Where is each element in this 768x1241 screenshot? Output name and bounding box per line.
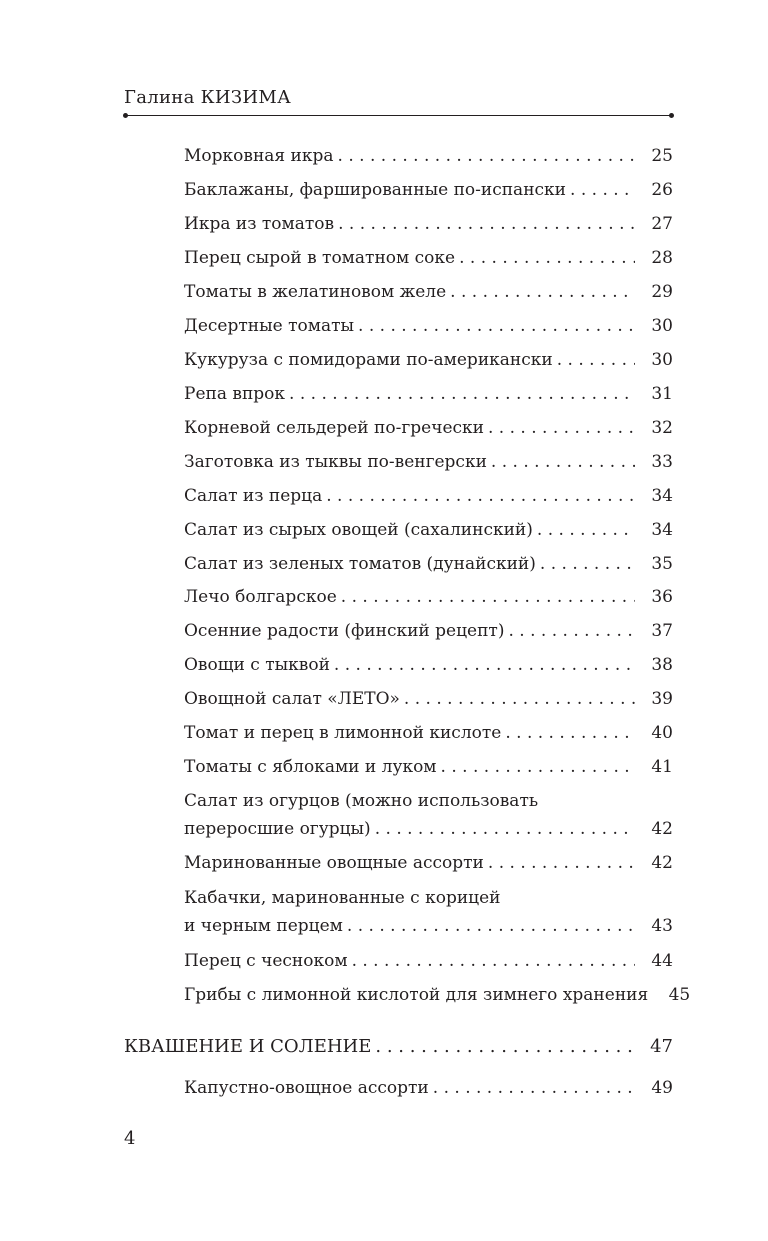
toc-entry [184, 244, 673, 272]
dot-leader [338, 142, 635, 170]
toc-entry-page: 36 [651, 587, 673, 607]
toc-entry [184, 176, 673, 204]
dot-leader [508, 617, 635, 645]
toc-entry-multiline [184, 787, 673, 843]
toc-entry-page: 30 [651, 350, 673, 370]
toc-entry [184, 550, 673, 578]
toc-entry [184, 849, 673, 877]
toc-entry [184, 210, 673, 238]
toc-entry [184, 753, 673, 781]
toc-entry-page: 25 [651, 146, 673, 166]
toc-entry [184, 719, 673, 747]
toc-entry-title: Корневой сельдерей по-гречески [184, 418, 484, 438]
toc-entry-page: 39 [651, 689, 673, 709]
dot-leader [358, 312, 635, 340]
toc-entry-page: 26 [651, 180, 673, 200]
toc-entry-title: Томаты в желатиновом желе [184, 282, 447, 302]
toc-entry-title: и черным перцем [184, 916, 343, 936]
toc-entry-title: Овощной салат «ЛЕТО» [184, 689, 400, 709]
toc-entry [184, 583, 673, 611]
toc-entry [184, 380, 673, 408]
dot-leader [404, 685, 635, 713]
toc-entry-page: 32 [651, 418, 673, 438]
toc-entry-page: 37 [651, 621, 673, 641]
toc-entry [184, 142, 673, 170]
toc-entry-page: 31 [651, 384, 673, 404]
dot-leader [505, 719, 635, 747]
dot-leader [347, 912, 635, 940]
toc-entry-page: 40 [651, 723, 673, 743]
toc-entry-page: 49 [651, 1078, 673, 1098]
dot-leader [375, 1033, 635, 1061]
toc-section-heading [124, 1033, 673, 1061]
toc-entry-title: Икра из томатов [184, 214, 335, 234]
toc-entry [184, 651, 673, 679]
dot-leader [540, 550, 635, 578]
toc-entry-title: Овощи с тыквой [184, 655, 330, 675]
toc-entry-title: Томат и перец в лимонной кислоте [184, 723, 502, 743]
toc-section-page: 47 [650, 1036, 673, 1057]
dot-leader [488, 414, 635, 442]
toc-entry-title: Баклажаны, фаршированные по-испански [184, 180, 567, 200]
toc-section-title: КВАШЕНИЕ И СОЛЕНИЕ [124, 1036, 372, 1057]
toc-entry [184, 516, 673, 544]
toc-entry-title: Десертные томаты [184, 316, 355, 336]
dot-leader [341, 583, 635, 611]
toc-entry [184, 685, 673, 713]
dot-leader [441, 753, 635, 781]
toc-entry [184, 981, 691, 1009]
toc-entry-title: Маринованные овощные ассорти [184, 853, 484, 873]
dot-leader [570, 176, 635, 204]
toc-entry [184, 617, 673, 645]
dot-leader [289, 380, 635, 408]
toc-entry-title: Заготовка из тыквы по-венгерски [184, 452, 487, 472]
toc-entry-title: Осенние радости (финский рецепт) [184, 621, 505, 641]
toc-entry-title-line1: Кабачки, маринованные с корицей [184, 888, 501, 908]
toc-entry-title: Томаты с яблоками и луком [184, 757, 437, 777]
toc-entry-title: Салат из сырых овощей (сахалинский) [184, 520, 533, 540]
toc-entry [184, 947, 673, 975]
toc-entry-title: Перец с чесноком [184, 951, 348, 971]
toc-entry-page: 44 [651, 951, 673, 971]
toc-entry-page: 27 [651, 214, 673, 234]
toc-entry-page: 42 [651, 819, 673, 839]
toc-entry-page: 45 [668, 985, 691, 1005]
toc-entry-page: 30 [651, 316, 673, 336]
dot-leader [537, 516, 635, 544]
toc-entry-page: 43 [651, 916, 673, 936]
toc-entry-title: Кукуруза с помидорами по-американски [184, 350, 553, 370]
toc-entry-page: 34 [651, 520, 673, 540]
toc-entry-page: 38 [651, 655, 673, 675]
author-name: Галина КИЗИМА [124, 87, 292, 108]
toc-entry-title: переросшие огурцы) [184, 819, 371, 839]
dot-leader [459, 244, 635, 272]
dot-leader [338, 210, 635, 238]
toc-entry-multiline [184, 884, 673, 940]
toc-entry [184, 482, 673, 510]
toc-entry-title: Салат из перца [184, 486, 323, 506]
dot-leader [326, 482, 635, 510]
dot-leader [352, 947, 635, 975]
toc-entry-title: Капустно-овощное ассорти [184, 1078, 429, 1098]
toc-entry-title: Грибы с лимонной кислотой для зимнего хранения [184, 985, 649, 1005]
toc-entry-title: Перец сырой в томатном соке [184, 248, 456, 268]
toc-entry-page: 35 [651, 554, 673, 574]
toc-entry-title: Салат из зеленых томатов (дунайский) [184, 554, 536, 574]
toc-entry [184, 414, 673, 442]
toc-entry-title-line1: Салат из огурцов (можно использовать [184, 791, 539, 811]
toc-entry [184, 1074, 673, 1102]
page-number: 4 [124, 1128, 136, 1149]
toc-entry-page: 34 [651, 486, 673, 506]
toc-entry [184, 312, 673, 340]
toc-entry [184, 448, 673, 476]
toc-entry [184, 278, 673, 306]
dot-leader [334, 651, 635, 679]
toc-entry-title: Морковная икра [184, 146, 334, 166]
toc-entry-page: 33 [651, 452, 673, 472]
toc-entry [184, 346, 673, 374]
toc-entry-title: Лечо болгарское [184, 587, 337, 607]
dot-leader [557, 346, 635, 374]
dot-leader [491, 448, 635, 476]
dot-leader [450, 278, 635, 306]
toc-entry-title: Репа впрок [184, 384, 286, 404]
toc-entry-page: 28 [651, 248, 673, 268]
toc-entry-page: 29 [651, 282, 673, 302]
dot-leader [488, 849, 635, 877]
dot-leader [433, 1074, 635, 1102]
dot-leader [375, 815, 635, 843]
toc-entry-page: 41 [651, 757, 673, 777]
toc-entry-page: 42 [651, 853, 673, 873]
